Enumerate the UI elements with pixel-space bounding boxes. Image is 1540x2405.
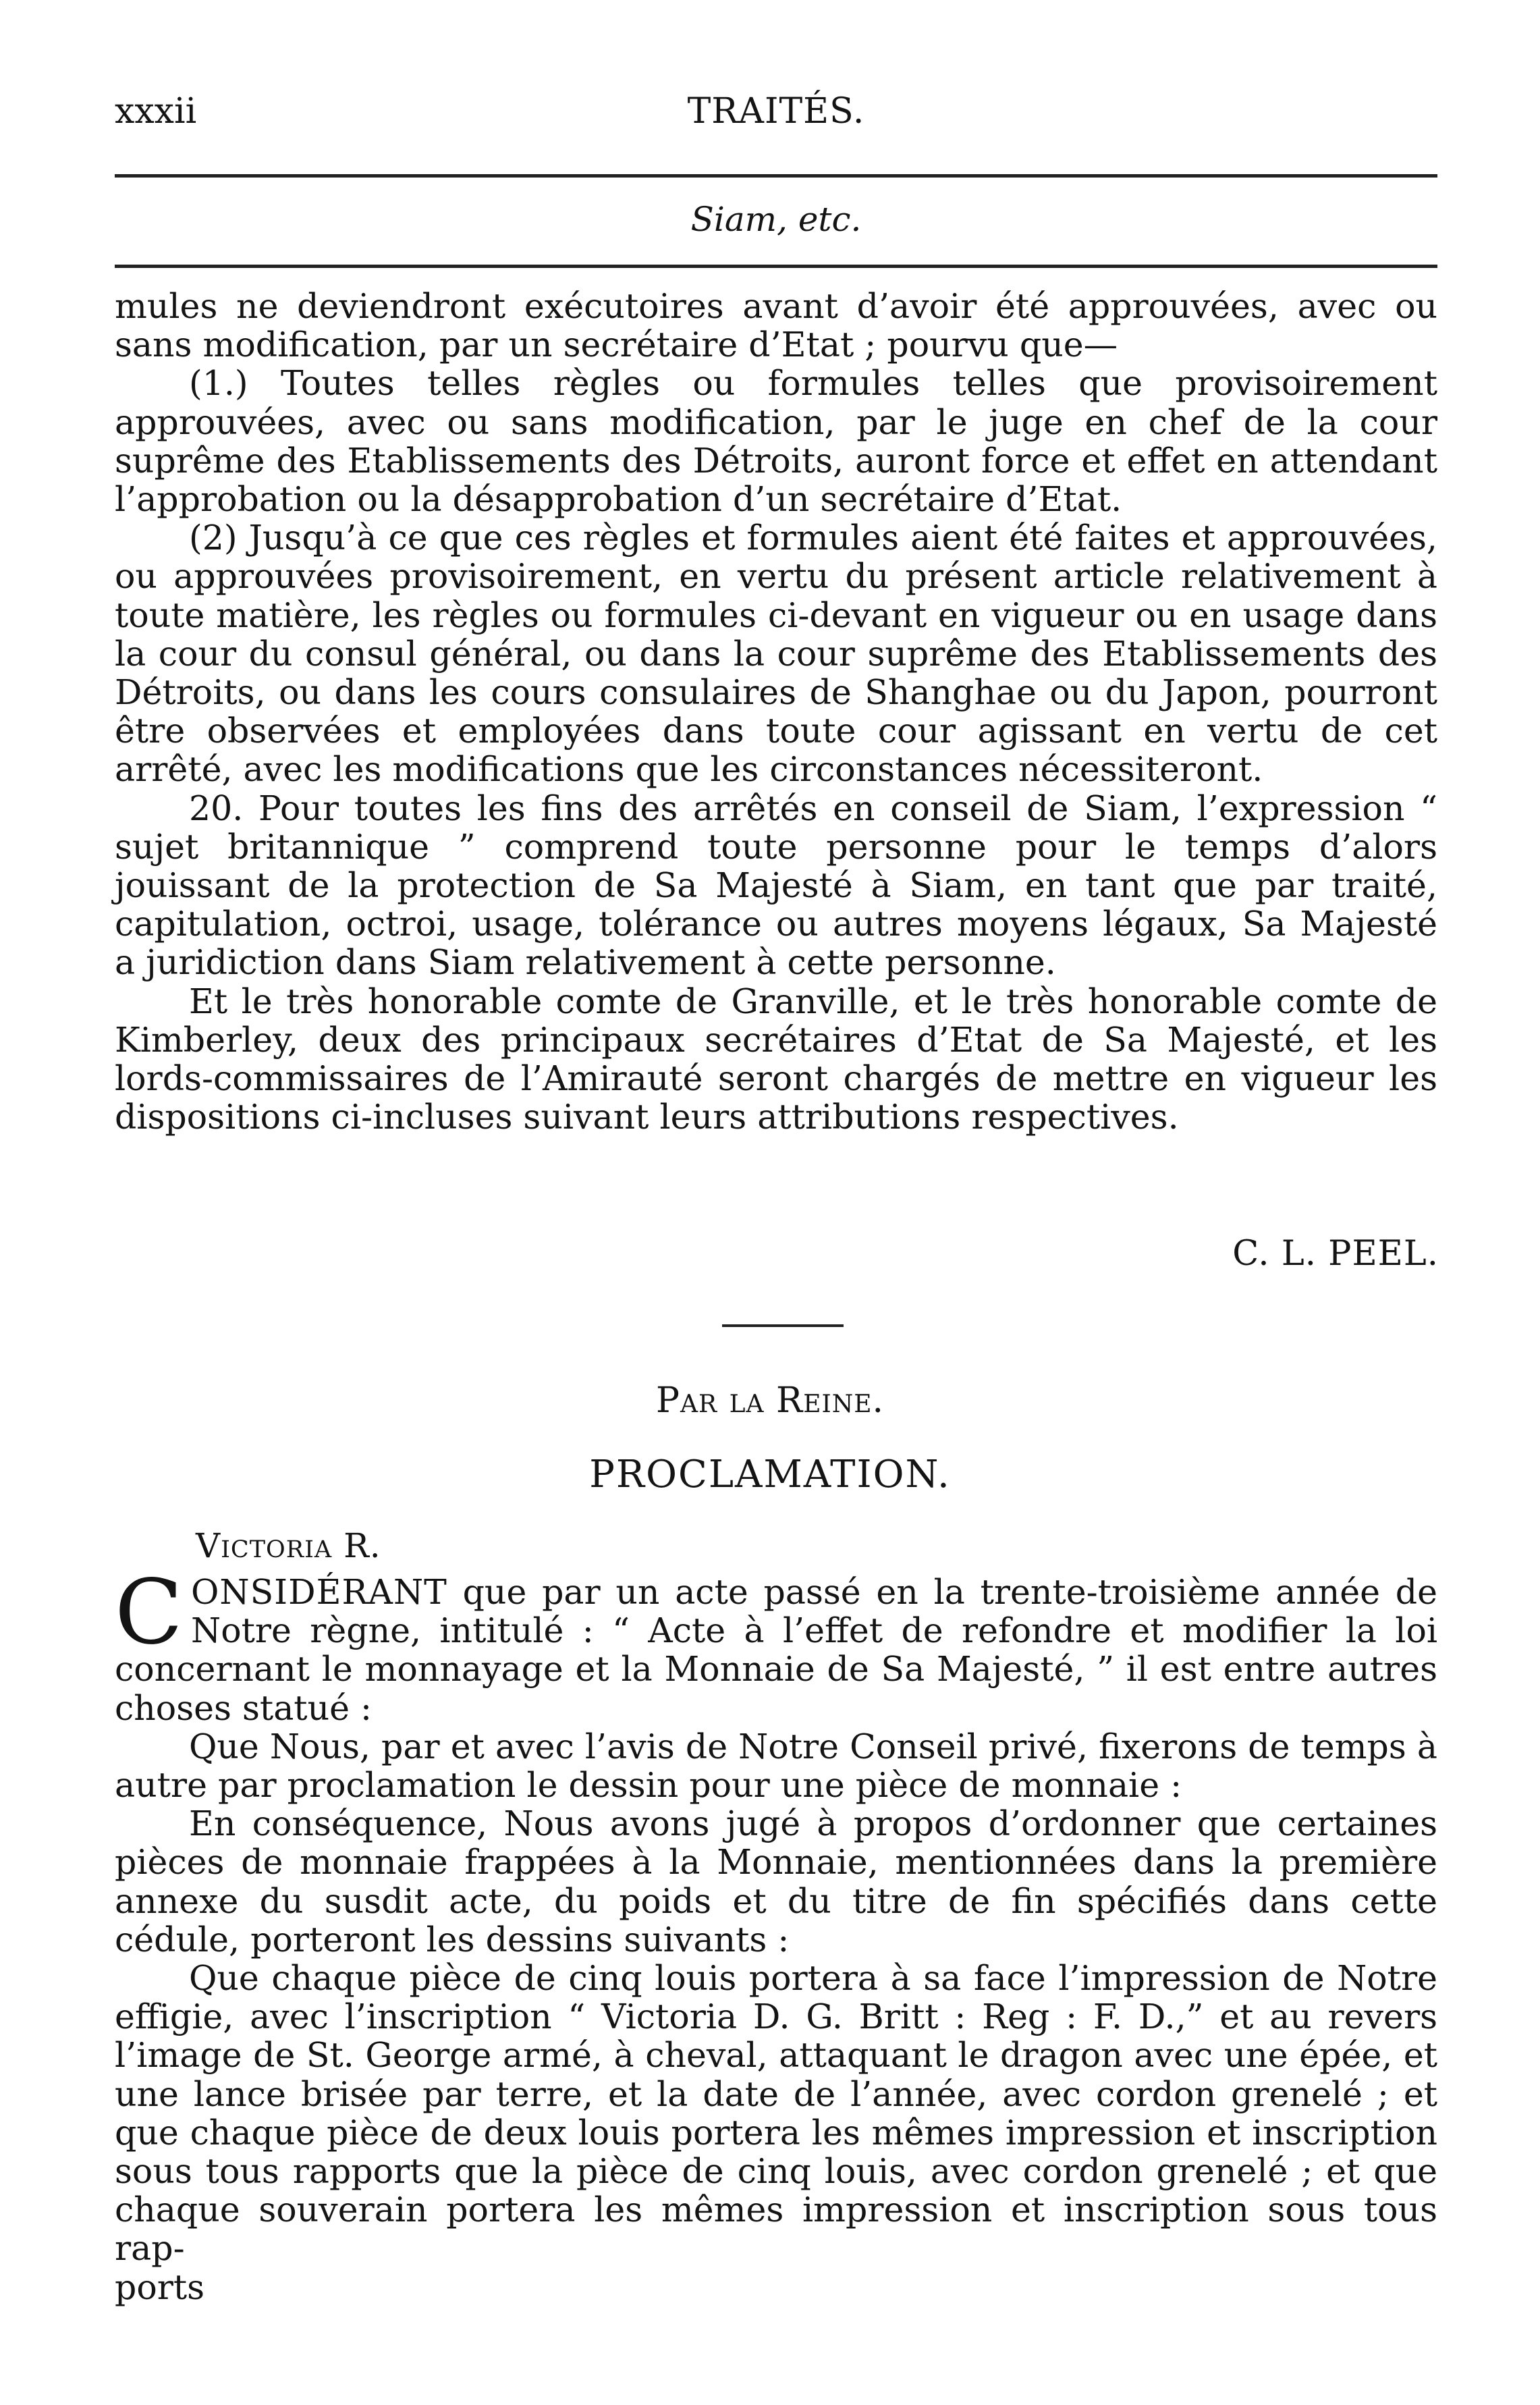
running-title: TRAITÉS.	[687, 91, 865, 132]
proclamation-text	[115, 1561, 1437, 2307]
signature: C. L. PEEL.	[1232, 1234, 1439, 1274]
proclamation-title: PROCLAMATION.	[589, 1453, 951, 1496]
victoria-signature: Victoria R.	[196, 1526, 381, 1565]
paragraph-closing: Et le très honorable comte de Granville, et le très honorable comte de Kimberley, deux des principaux secrétaires d’Etat de Sa Majesté, et les lords-commissaires de l’Amirauté seront chargés de mettre en vigueur les dispositions ci-incluses suivant leurs attributions respectives.	[115, 981, 1437, 1137]
proclamation-paragraph-2: Que Nous, par et avec l’avis de Notre Conseil privé, fixerons de temps à autre par proclamation le dessin pour une pièce de monnaie :	[115, 1726, 1437, 1806]
section-divider	[722, 1324, 844, 1327]
paragraph-clause-1: (1.) Toutes telles règles ou formules telles que provisoirement approuvées, avec ou sans modification, par le juge en chef de la cour suprême des Etablissements des Détroits, auront force et effet en attendant l’approbation ou la désapprobation d’un secrétaire d’Etat.	[115, 363, 1437, 520]
proclamation-paragraph-3: En conséquence, Nous avons jugé à propos d’ordonner que certaines pièces de monnaie frappées à la Monnaie, mentionnées dans la première annexe du susdit acte, du poids et du titre de fin spécifiés dans cette cédule, porteront les dessins suivants :	[115, 1804, 1437, 1960]
considerant-word: ONSIDÉRANT	[191, 1572, 447, 1612]
paragraph-article-20: 20. Pour toutes les fins des arrêtés en conseil de Siam, l’expression “ sujet britannique ” comprend toute personne pour le temps d’alors jouissant de la protection de Sa Majesté à Siam, en tant que par traité, capitulation, octroi, usage, tolérance ou autres moyens légaux, Sa Majesté a juridiction dans Siam relativement à cette personne.	[115, 788, 1437, 983]
proclamation-paragraph-1-text: que par un acte passé en la trente-troisième année de Notre règne, intitulé : “ Acte à l’effet de refondre et modifier la loi concernant le monnayage et la Monnaie de Sa Majesté, ” il est entre autres choses statué :	[115, 1572, 1437, 1728]
proclamation-last-word: ports	[115, 2267, 205, 2307]
par-la-reine-heading: Par la Reine.	[655, 1380, 884, 1421]
paragraph-continuation: mules ne deviendront exécutoires avant d’avoir été approuvées, avec ou sans modification, par un secrétaire d’Etat ; pourvu que—	[115, 286, 1437, 365]
proclamation-paragraph-1	[115, 1561, 1437, 1728]
page-number: xxxii	[115, 91, 197, 132]
page-header	[115, 84, 1437, 138]
paragraph-clause-2: (2) Jusqu’à ce que ces règles et formules aient été faites et approuvées, ou approuvées provisoirement, en vertu du présent article relativement à toute matière, les règles ou formules ci-devant en vigueur ou en usage dans la cour du consul général, ou dans la cour suprême des Etablissements des Détroits, ou dans les cours consulaires de Shanghae ou du Japon, pourront être observées et employées dans toute cour agissant en vertu de cet arrêté, avec les modifications que les circonstances nécessiteront.	[115, 518, 1437, 790]
header-rule-top	[115, 174, 1437, 178]
order-text	[115, 287, 1437, 1136]
section-subheading: Siam, etc.	[690, 200, 862, 239]
header-rule-bottom	[115, 265, 1437, 268]
drop-cap: C	[115, 1561, 183, 1665]
proclamation-paragraph-4: Que chaque pièce de cinq louis portera à sa face l’impression de Notre effigie, avec l’inscription “ Victoria D. G. Britt : Reg : F. D.,” et au revers l’image de St. George armé, à cheval, attaquant le dragon avec une épée, et une lance brisée par terre, et la date de l’année, avec cordon grenelé ; et que chaque pièce de deux louis portera les mêmes impression et inscription sous tous rapports que la pièce de cinq louis, avec cordon grenelé ; et que chaque souverain portera les mêmes impression et inscription sous tous rap-	[115, 1958, 1437, 2269]
